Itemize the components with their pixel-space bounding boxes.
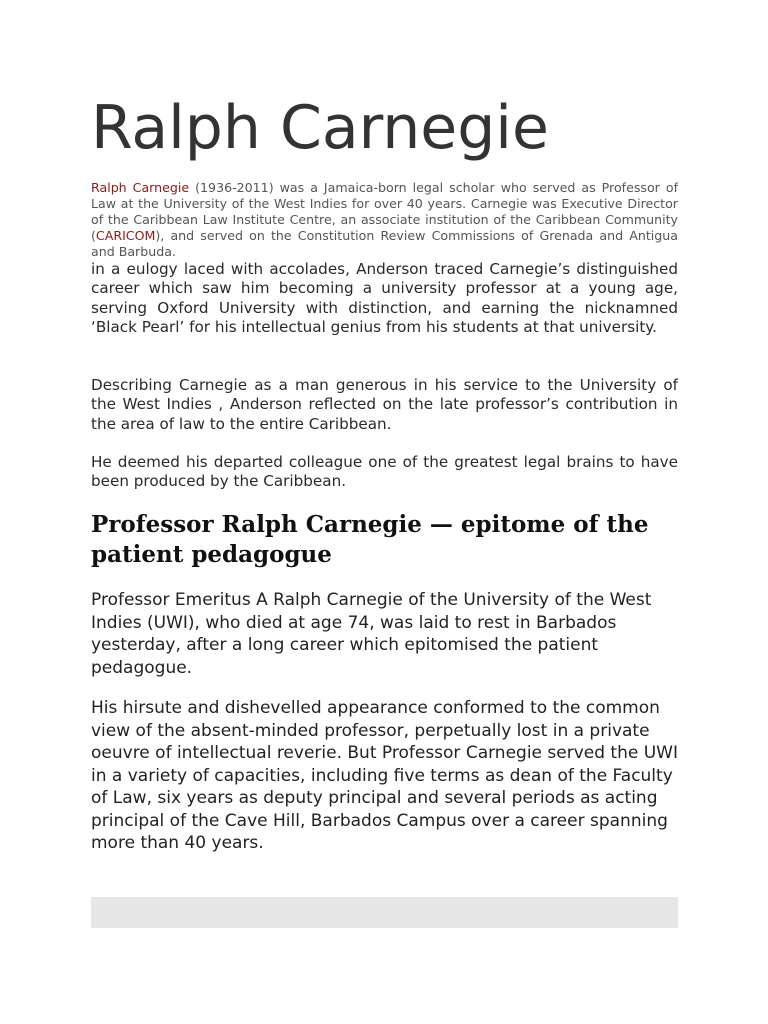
- gray-placeholder-bar: [91, 897, 678, 928]
- page-title: Ralph Carnegie: [91, 93, 549, 163]
- eulogy-paragraph-block: [91, 260, 678, 338]
- legal-brains-paragraph: He deemed his departed colleague one of the greatest legal brains to have been produced by the Caribbean.: [91, 453, 678, 491]
- legal-brains-paragraph-block: [91, 453, 678, 492]
- intro-text-1: (1936-2011) was a Jamaica-born legal scholar who served as Professor of Law at the University of the West Indies for over 40 years. Carnegie was Executive Director of the Caribbean Law Institute Centre, an associate institution of the Caribbean Community (: [91, 180, 678, 243]
- section-heading: Professor Ralph Carnegie — epitome of the patient pedagogue: [91, 511, 649, 568]
- eulogy-paragraph: in a eulogy laced with accolades, Anderson traced Carnegie’s distinguished career which saw him becoming a university professor at a young age, serving Oxford University with distinction, and earning the nicknamned ‘Black Pearl’ for his intellectual genius from his students at that university.: [91, 260, 678, 337]
- intro-paragraph: [91, 180, 678, 260]
- professor-emeritus-paragraph: Professor Emeritus A Ralph Carnegie of the University of the West Indies (UWI), who died at age 74, was laid to rest in Barbados yesterday, after a long career which epitomised the patient pedagogue.: [91, 590, 652, 678]
- generous-service-paragraph-block: [91, 376, 678, 434]
- hirsute-paragraph-block: [91, 697, 681, 855]
- generous-service-paragraph: Describing Carnegie as a man generous in his service to the University of the West Indies , Anderson reflected on the late professor’s contribution in the area of law to the entire Caribbean.: [91, 376, 678, 433]
- intro-text-2: ), and served on the Constitution Review Commissions of Grenada and Antigua and Barbuda.: [91, 228, 678, 259]
- ralph-carnegie-link[interactable]: Ralph Carnegie: [91, 180, 190, 195]
- professor-emeritus-paragraph-block: [91, 589, 681, 679]
- hirsute-paragraph: His hirsute and dishevelled appearance conformed to the common view of the absent-minded professor, perpetually lost in a private oeuvre of intellectual reverie. But Professor Carnegie served the UWI in a variety of capacities, including five terms as dean of the Faculty of Law, six years as deputy principal and several periods as acting principal of the Cave Hill, Barbados Campus over a career spanning more than 40 years.: [91, 698, 678, 853]
- caricom-link[interactable]: CARICOM: [95, 228, 156, 243]
